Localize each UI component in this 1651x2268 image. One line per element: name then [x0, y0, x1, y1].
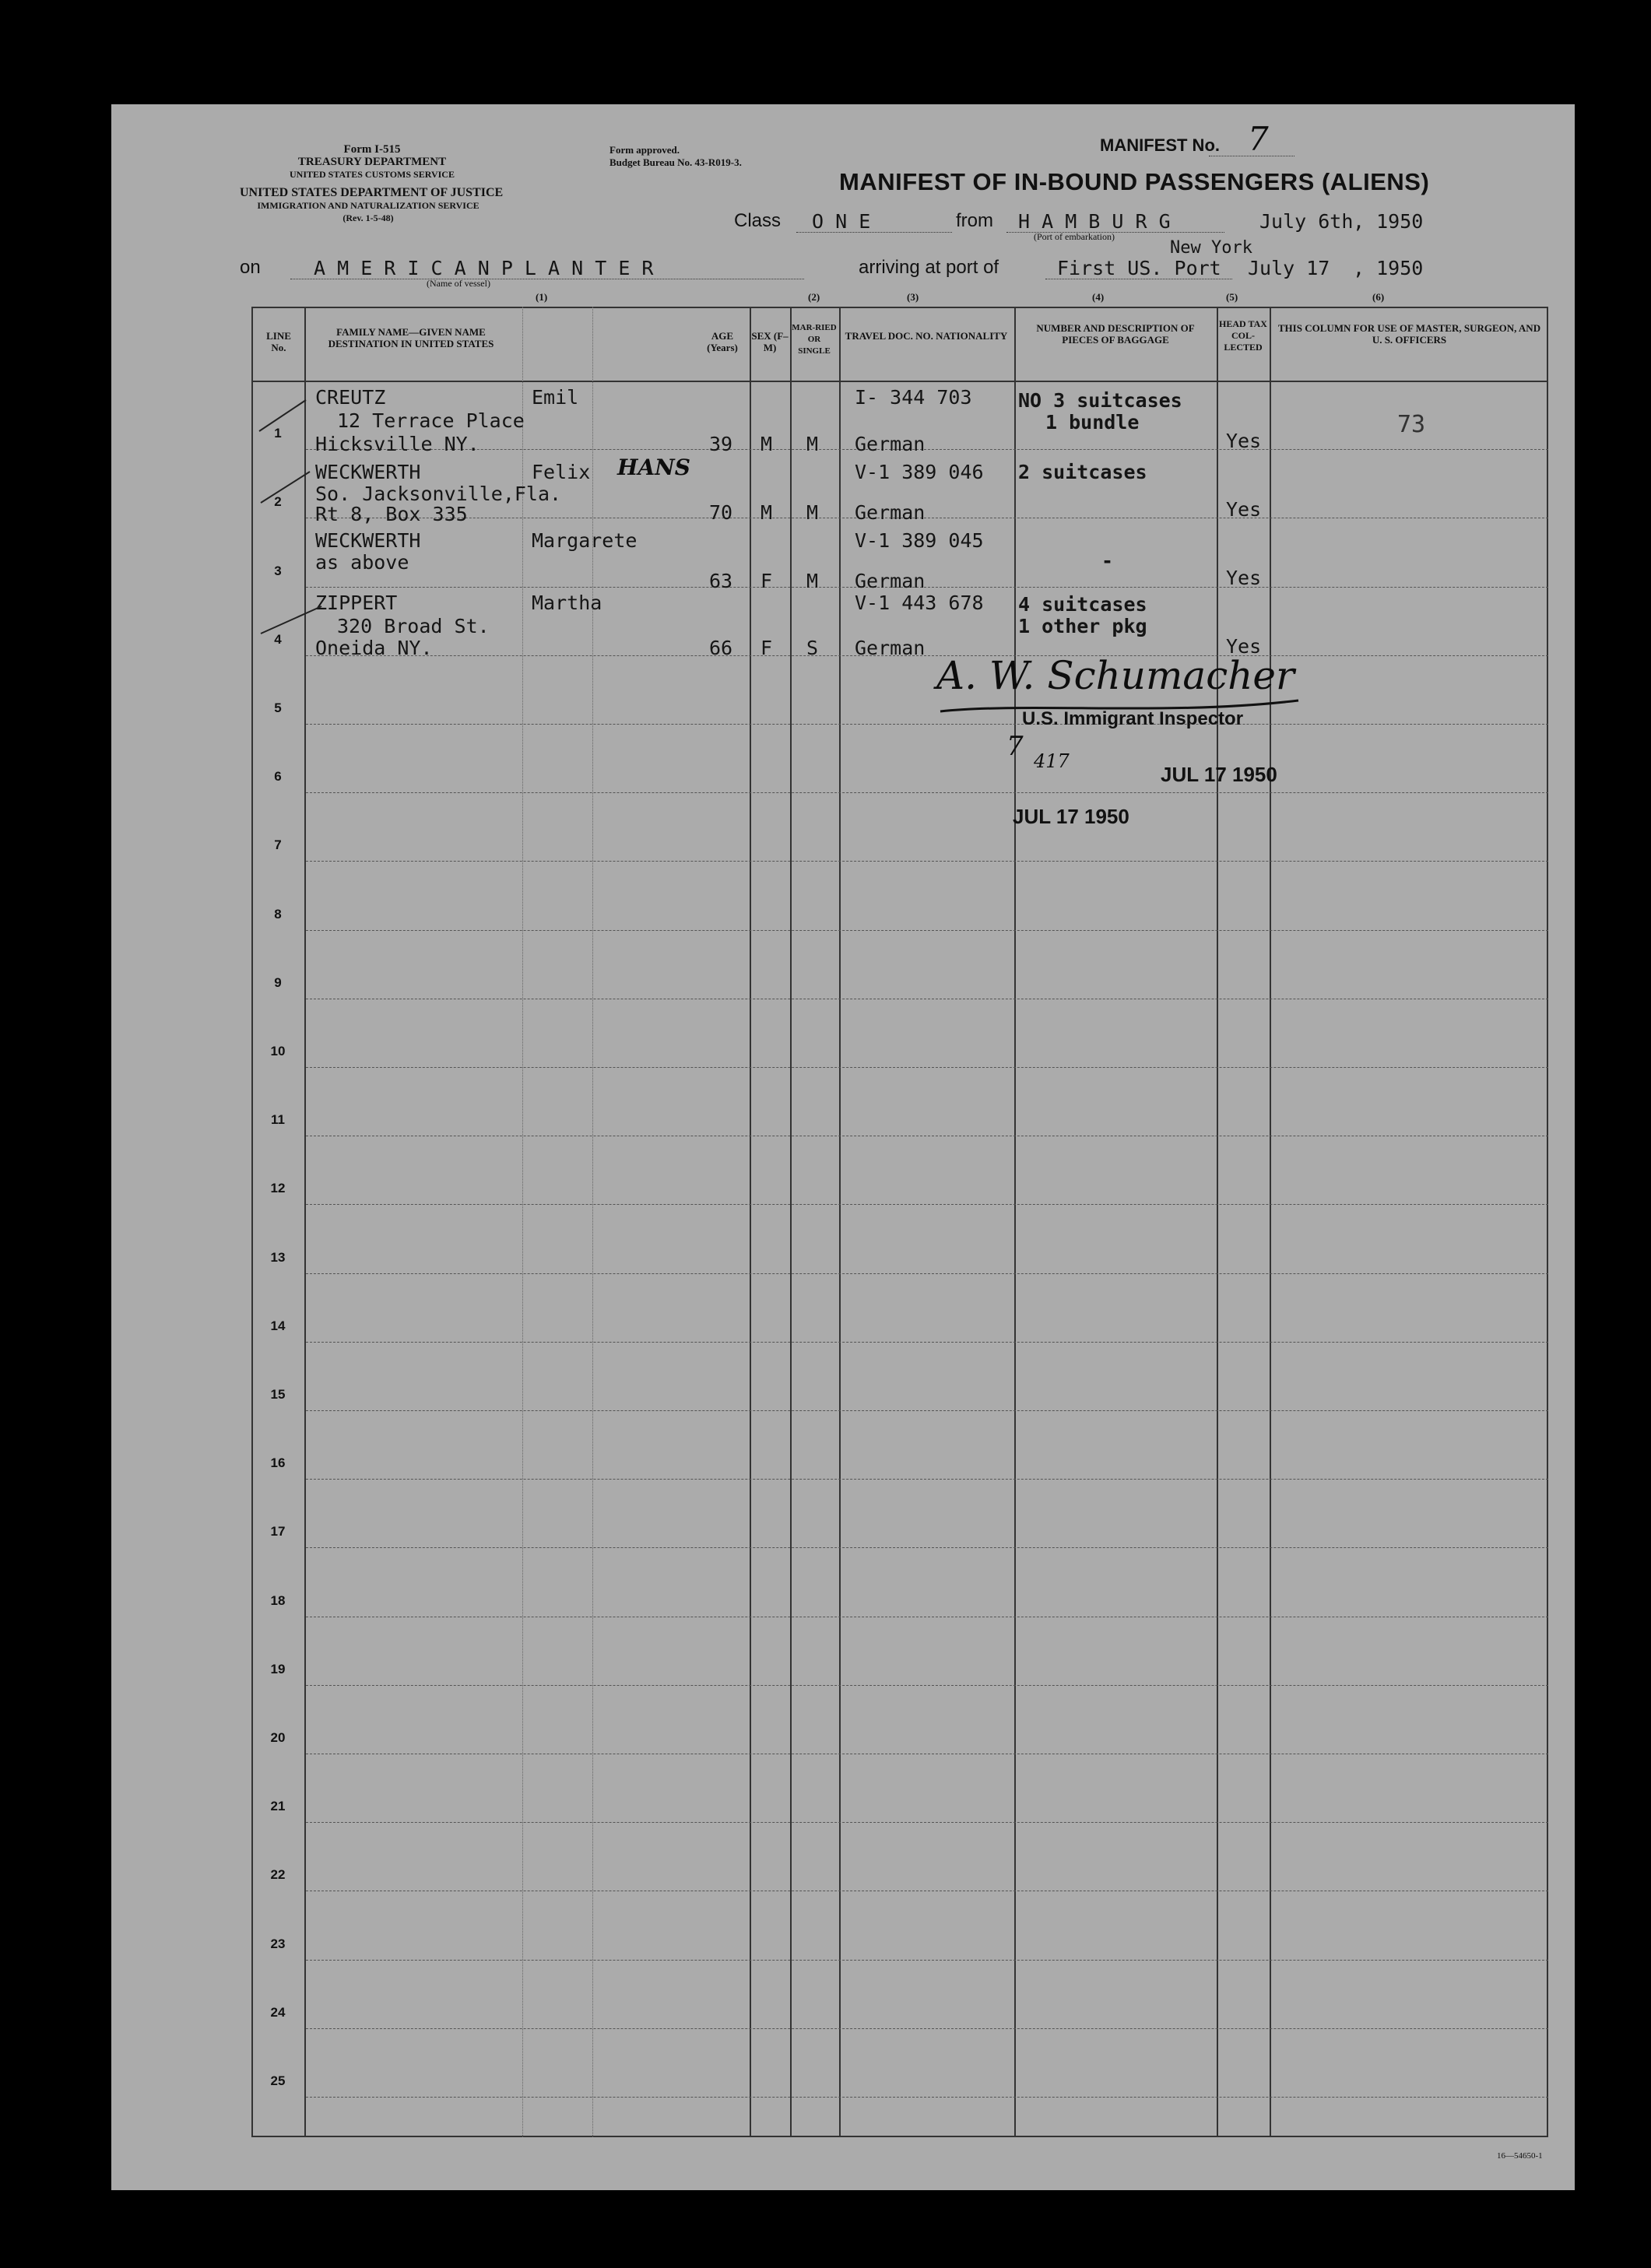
line-number: 3	[274, 563, 282, 578]
row-divider	[306, 792, 1548, 793]
vessel-caption: (Name of vessel)	[427, 278, 490, 289]
header-rule	[251, 381, 1548, 382]
line-number: 11	[271, 1112, 285, 1127]
p3-sex: F	[761, 570, 773, 592]
p2-age: 70	[709, 501, 733, 524]
p4-age: 66	[709, 637, 733, 659]
p1-travel-doc: I- 344 703	[855, 386, 972, 409]
form-number: Form I-515	[343, 143, 401, 156]
col-number-6: (6)	[1372, 291, 1385, 303]
p1-address1: 12 Terrace Place	[337, 409, 525, 432]
col-number-4: (4)	[1092, 291, 1105, 303]
line-number: 1	[274, 426, 282, 441]
col-number-1: (1)	[536, 291, 548, 303]
row-divider	[306, 861, 1548, 862]
line-number: 9	[274, 975, 282, 990]
p1-head-tax: Yes	[1226, 430, 1262, 452]
p2-head-tax: Yes	[1226, 498, 1262, 521]
col-number-5: (5)	[1226, 291, 1238, 303]
line-number: 4	[274, 632, 282, 647]
line-number: 7	[274, 837, 282, 852]
row-divider	[306, 2097, 1548, 2098]
line-number: 15	[270, 1387, 286, 1402]
col-header-baggage: NUMBER AND DESCRIPTION OF PIECES OF BAGGAGE	[1036, 322, 1195, 346]
inspector-initials-top: 7	[1006, 731, 1024, 762]
p1-given-name: Emil	[532, 386, 579, 409]
row-divider	[306, 930, 1548, 931]
p2-handwritten-name: HANS	[617, 455, 690, 480]
arrival-year: , 1950	[1353, 257, 1424, 279]
arrival-port-line1: New York	[1170, 238, 1252, 258]
line-number: 16	[270, 1455, 286, 1470]
line-number: 8	[274, 907, 282, 922]
p3-given-name: Margarete	[532, 529, 638, 552]
department: TREASURY DEPARTMENT	[297, 156, 447, 168]
p3-age: 63	[709, 570, 733, 592]
col-header-age: AGE (Years)	[707, 330, 738, 353]
line-number: 25	[270, 2073, 286, 2088]
row-divider	[306, 1410, 1548, 1411]
p4-travel-doc: V-1 443 678	[855, 592, 984, 614]
col-header-travel-doc: TRAVEL DOC. NO. NATIONALITY	[845, 330, 1008, 342]
p1-married: M	[806, 433, 819, 455]
row-divider	[306, 1685, 1548, 1686]
inspector-initials-bottom: 417	[1034, 750, 1070, 772]
budget-bureau: Budget Bureau No. 43-R019-3.	[609, 156, 742, 168]
col-number-3: (3)	[907, 291, 919, 303]
row-divider	[306, 1342, 1548, 1343]
p4-address2: Oneida NY.	[315, 637, 433, 659]
p3-travel-doc: V-1 389 045	[855, 529, 984, 552]
embarkation-port: H A M B U R G	[1018, 210, 1171, 233]
row-divider	[306, 1479, 1548, 1480]
row-divider	[306, 449, 1548, 450]
p3-married: M	[806, 570, 819, 592]
col-number-2: (2)	[808, 291, 820, 303]
embarkation-caption: (Port of embarkation)	[1034, 231, 1115, 242]
line-number: 23	[270, 1936, 286, 1951]
manifest-no-label: MANIFEST No.	[1100, 135, 1220, 155]
p4-family-name: ZIPPERT	[315, 592, 398, 614]
line-number: 12	[270, 1181, 286, 1195]
p4-baggage1: 4 suitcases	[1018, 593, 1147, 616]
arrival-port-line2: First US. Port	[1057, 257, 1221, 279]
line-number: 2	[274, 494, 282, 509]
date-stamp-1: JUL 17 1950	[1161, 763, 1277, 786]
row-divider	[306, 1067, 1548, 1068]
line-number: 6	[274, 769, 282, 784]
p4-baggage2: 1 other pkg	[1018, 615, 1147, 637]
line-number: 10	[270, 1044, 286, 1059]
p2-travel-doc: V-1 389 046	[855, 461, 984, 483]
line-number: 5	[274, 700, 282, 715]
p3-baggage1: -	[1101, 549, 1114, 572]
from-label: from	[956, 210, 993, 231]
line-number: 22	[270, 1867, 286, 1882]
line-number: 18	[270, 1593, 286, 1608]
p1-age: 39	[709, 433, 733, 455]
arriving-label: arriving at port of	[859, 257, 999, 278]
p2-given-name: Felix	[532, 461, 591, 483]
ins: IMMIGRATION AND NATURALIZATION SERVICE	[257, 200, 479, 211]
page-title: MANIFEST OF IN-BOUND PASSENGERS (ALIENS)	[839, 168, 1430, 195]
form-approved: Form approved.	[609, 144, 680, 156]
line-number: 20	[270, 1730, 286, 1745]
date-stamp-2: JUL 17 1950	[1013, 805, 1129, 828]
line-number: 14	[270, 1318, 286, 1333]
p1-nationality: German	[855, 433, 926, 455]
p2-address2: Rt 8, Box 335	[315, 503, 468, 525]
row-divider	[306, 587, 1548, 588]
col-header-line-no: LINE No.	[266, 330, 291, 353]
row-divider	[306, 1960, 1548, 1961]
vessel-name: A M E R I C A N P L A N T E R	[314, 257, 654, 279]
p3-head-tax: Yes	[1226, 567, 1262, 589]
p1-baggage2: 1 bundle	[1045, 411, 1140, 434]
line-number: 21	[270, 1799, 286, 1813]
p1-baggage1: NO 3 suitcases	[1018, 389, 1182, 412]
p4-sex: F	[761, 637, 773, 659]
departure-year: , 1950	[1353, 210, 1424, 233]
p4-given-name: Martha	[532, 592, 602, 614]
arrival-date: July 17	[1248, 257, 1330, 279]
inspector-title: U.S. Immigrant Inspector	[1022, 708, 1244, 729]
col-header-married: MAR-RIED OR SINGLE	[792, 323, 837, 356]
p2-nationality: German	[855, 501, 926, 524]
p2-address1: So. Jacksonville,Fla.	[315, 483, 562, 505]
on-label: on	[240, 257, 261, 278]
inspector-signature: A. W. Schumacher	[936, 653, 1294, 698]
row-divider	[306, 655, 1548, 656]
line-number: 19	[270, 1662, 286, 1676]
rev-date: (Rev. 1-5-48)	[342, 212, 394, 223]
p2-sex: M	[761, 501, 773, 524]
col-header-head-tax: HEAD TAX COL-LECTED	[1219, 318, 1267, 353]
line-number: 17	[270, 1524, 286, 1539]
p4-head-tax: Yes	[1226, 635, 1262, 658]
customs-service: UNITED STATES CUSTOMS SERVICE	[290, 169, 455, 180]
p4-nationality: German	[855, 637, 926, 659]
col-header-name: FAMILY NAME—GIVEN NAME DESTINATION IN UNITED STATES	[328, 326, 494, 349]
col-header-sex: SEX (F–M)	[751, 330, 789, 353]
row-divider	[306, 1204, 1548, 1205]
doj: UNITED STATES DEPARTMENT OF JUSTICE	[240, 186, 504, 199]
p1-address2: Hicksville NY.	[315, 433, 479, 455]
class-label: Class	[734, 210, 782, 231]
pencil-check-marks	[251, 384, 345, 649]
p4-married: S	[806, 637, 819, 659]
class-value: O N E	[812, 210, 871, 233]
line-number: 13	[270, 1250, 286, 1265]
p1-officer-note: 73	[1397, 411, 1426, 438]
manifest-page	[111, 104, 1575, 2190]
manifest-no-value: 7	[1248, 120, 1269, 158]
form-code: 16—54650-1	[1497, 2151, 1543, 2161]
row-divider	[306, 2028, 1548, 2029]
p3-nationality: German	[855, 570, 926, 592]
row-divider	[306, 1822, 1548, 1823]
p2-baggage1: 2 suitcases	[1018, 461, 1147, 483]
p1-sex: M	[761, 433, 773, 455]
p2-married: M	[806, 501, 819, 524]
p3-family-name: WECKWERTH	[315, 529, 421, 552]
line-number: 24	[270, 2005, 286, 2020]
p1-family-name: CREUTZ	[315, 386, 386, 409]
p4-address1: 320 Broad St.	[337, 615, 490, 637]
p3-address1: as above	[315, 551, 409, 574]
col-header-officers: THIS COLUMN FOR USE OF MASTER, SURGEON, AND U. S. OFFICERS	[1277, 322, 1541, 346]
row-divider	[306, 1547, 1548, 1548]
row-divider	[306, 724, 1548, 725]
departure-date: July 6th	[1259, 210, 1354, 233]
p2-family-name: WECKWERTH	[315, 461, 421, 483]
row-divider	[306, 1273, 1548, 1274]
